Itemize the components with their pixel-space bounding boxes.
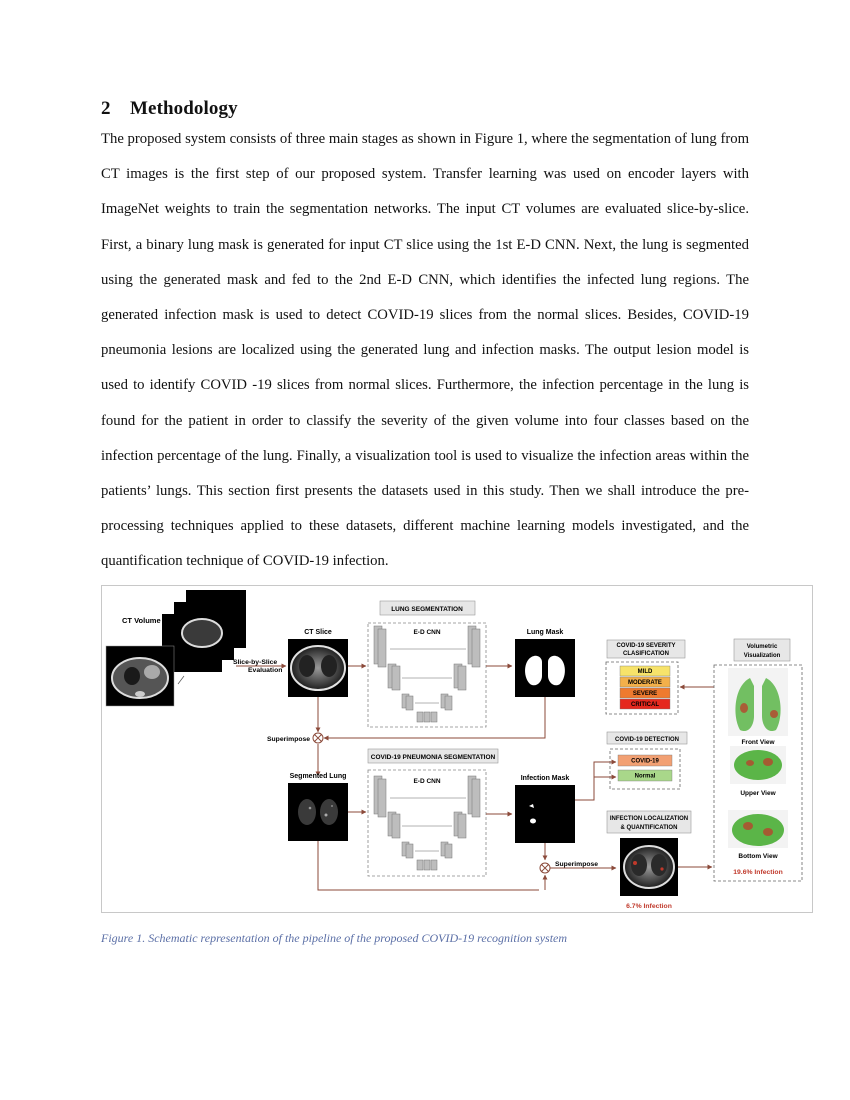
localization-title-1: INFECTION LOCALIZATION [609, 816, 689, 822]
ct-volume-stack [106, 590, 246, 706]
upper-view-label: Upper View [740, 790, 776, 797]
detection-normal-label: Normal [634, 773, 656, 780]
pipeline-figure [101, 585, 813, 913]
infection-mask-image [515, 785, 575, 843]
segmented-lung-label: Segmented Lung [289, 773, 347, 780]
severity-levels [620, 666, 670, 709]
figure-caption: Figure 1. Schematic representation of the pipeline of the proposed COVID-19 recognition system [101, 931, 568, 945]
ed-cnn-label-2: E-D CNN [413, 778, 441, 785]
bottom-view-render [728, 810, 788, 848]
severity-moderate-label: MODERATE [628, 680, 662, 687]
infection-mask-label: Infection Mask [520, 775, 570, 782]
volumetric-percentage: 19.6% Infection [733, 869, 783, 876]
severity-critical-label: CRITICAL [631, 702, 659, 709]
detection-title: COVID-19 DETECTION [614, 737, 680, 743]
superimpose-label-2: Superimpose [555, 861, 599, 868]
section-title: Methodology [130, 98, 238, 119]
slice-eval-label-1: Slice-by-Slice [233, 659, 278, 666]
bottom-view-label: Bottom View [738, 853, 778, 860]
severity-title-1: COVID-19 SEVERITY [616, 643, 676, 649]
pneumonia-segmentation-title: COVID-19 PNEUMONIA SEGMENTATION [370, 754, 496, 761]
severity-title-2: CLASIFICATION [623, 651, 669, 657]
section-heading [101, 98, 238, 120]
volumetric-title-2: Visualization [743, 653, 781, 659]
body-paragraph: The proposed system consists of three main stages as shown in Figure 1, where the segmentation of lung from CT images is the first step of our proposed system. Transfer learning was used on encoder layers with ImageNet weights to train the segmentation networks. The input CT volumes are evaluated slice-by-slice. First, a binary lung mask is generated for input CT slice using the 1st E-D CNN. Next, the lung is segmented using the generated mask and fed to the 2nd E-D CNN, which identifies the infected lung regions. The generated infection mask is used to detect COVID-19 slices from the normal slices. Besides, COVID-19 pneumonia lesions are localized using the generated lung and infection masks. The output lesion model is used to identify COVID -19 slices from normal slices. Furthermore, the infection percentage in the lung is found for the patient in order to classify the severity of the given volume into four classes based on the infection percentage of the lung. Finally, a visualization tool is used to visualize the infection areas within the patients’ lungs. This section first presents the datasets used in this study. Then we shall introduce the pre-processing techniques applied to these datasets, different machine learning models investigated, and the quantification technique of COVID-19 infection. [101, 131, 749, 570]
front-view-render [728, 668, 788, 736]
ct-slice-image [288, 639, 348, 697]
detection-classes [618, 755, 672, 781]
lung-mask-image [515, 639, 575, 697]
front-view-label: Front View [741, 739, 775, 746]
ed-cnn-label-1: E-D CNN [413, 629, 441, 636]
superimpose-label-1: Superimpose [267, 736, 311, 743]
volumetric-title-1: Volumetric [746, 644, 778, 650]
ct-slice-label: CT Slice [304, 629, 332, 636]
localization-ct-image [620, 838, 678, 896]
lung-mask-label: Lung Mask [526, 629, 564, 636]
lung-segmentation-title: LUNG SEGMENTATION [391, 606, 463, 613]
detection-covid-19-label: COVID-19 [631, 758, 659, 765]
slice-eval-label-2: Evaluation [248, 667, 283, 674]
localization-title-2: & QUANTIFICATION [620, 825, 678, 831]
ct-volume-label: CT Volume [122, 616, 161, 625]
segmented-lung-image [288, 783, 348, 841]
localization-percentage: 6.7% Infection [626, 903, 672, 910]
severity-severe-label: SEVERE [632, 691, 658, 698]
severity-mild-label: MILD [637, 669, 653, 676]
section-number: 2 [101, 98, 111, 119]
upper-view-render [730, 746, 786, 784]
pipeline-diagram [102, 586, 814, 914]
